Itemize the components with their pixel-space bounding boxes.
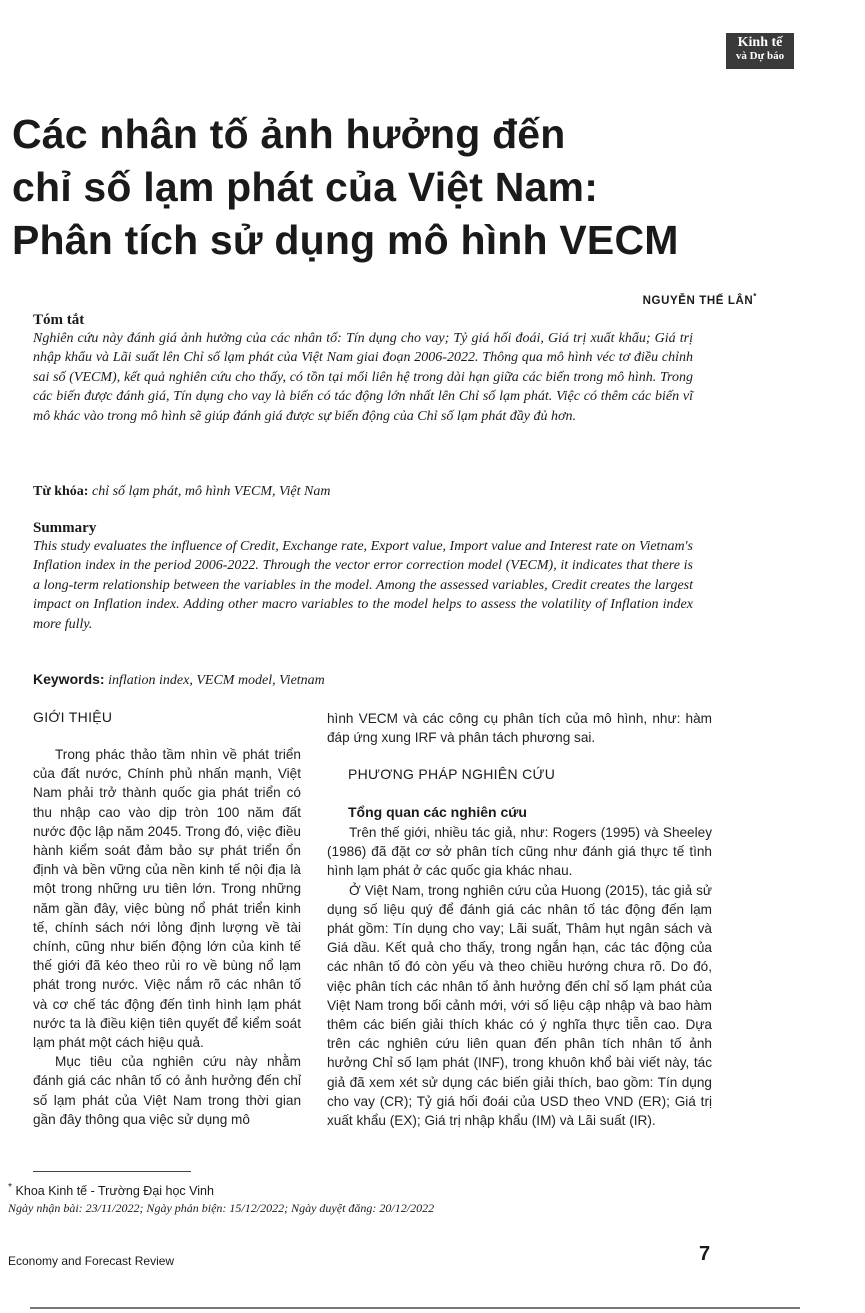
title-line-2: chỉ số lạm phát của Việt Nam: [12,164,599,210]
footnote-dates: Ngày nhận bài: 23/11/2022; Ngày phản biện: 15/12/2022; Ngày duyệt đăng: 20/12/2022 [8,1201,435,1215]
journal-badge [726,33,794,69]
bottom-divider [30,1307,800,1309]
method-heading: PHƯƠNG PHÁP NGHIÊN CỨU [348,766,556,782]
intro-column [33,745,301,1129]
intro-paragraph-1: Trong phác thảo tầm nhìn về phát triển của đất nước, Chính phủ nhấn mạnh, Việt Nam phải trở thành quốc gia phát triển có thu nhập cao vào dịp tròn 100 năm đất nước độc lập năm 2045. Trong đó, việc điều hành kiểm soát đảm bảo sự phát triển ổn định và bền vững của nền kinh tế nội địa là một trong những ưu tiên lớn. Trong những năm gần đây, việc bùng nổ phát triển kinh tế, chính sách nới lỏng định lượng về tài chính, cũng như biến động lớn của kinh tế thế giới đã kéo theo rủi ro về bùng nổ lạm phát trong nước. Việc nắm rõ các nhân tố và cơ chế tác động đến tình hình lạm phát nước ta là điều kiện tiên quyết để kiểm soát lạm phát một cách hiệu quả. [33,747,301,1051]
method-paragraph-1: Trên thế giới, nhiều tác giả, như: Rogers (1995) và Sheeley (1986) đã đặt cơ sở phân tích cũng như đánh giá thực tế tình hình lạm phát ở các quốc gia khác nhau. [327,825,712,879]
keywords-vi-label: Từ khóa: [33,484,89,499]
intro-paragraph-2: Mục tiêu của nghiên cứu này nhằm đánh giá các nhân tố có ảnh hưởng đến chỉ số lạm phát của Việt Nam trong thời gian gần đây thông qua việc sử dụng mô [33,1054,301,1127]
article-title [12,108,752,267]
intro-heading: GIỚI THIỆU [33,709,113,725]
intro-paragraph-3: hình VECM và các công cụ phân tích của mô hình, như: hàm đáp ứng xung IRF và phân tách phương sai. [327,711,712,746]
author-name-text: NGUYỄN THẾ LÂN [642,294,754,307]
method-column [327,823,712,1130]
method-subheading: Tổng quan các nghiên cứu [348,804,527,820]
abstract-en [33,520,693,634]
keywords-vi-value: chỉ số lạm phát, mô hình VECM, Việt Nam [91,484,331,499]
keywords-en-label: Keywords: [33,671,105,687]
abstract-vi-text: Nghiên cứu này đánh giá ảnh hưởng của các nhân tố: Tín dụng cho vay; Tỷ giá hối đoái, Giá trị xuất khẩu; Giá trị nhập khẩu và Lãi suất lên Chỉ số lạm phát của Việt Nam giai đoạn 2006-2022. Thông qua mô hình véc tơ điều chỉnh sai số (VECM), kết quả nghiên cứu cho thấy, có tồn tại mối liên hệ trong dài hạn giữa các biến trong mô hình. Trong các biến được đánh giá, Tín dụng cho vay là biến có tác động lớn nhất lên Chỉ số lạm phát. Việc có thêm các biến vĩ mô khác vào trong mô hình sẽ giúp đánh giá được sự biến động của Chỉ số lạm phát đầy đủ hơn. [33,331,693,424]
abstract-en-heading: Summary [33,520,97,536]
intro-continuation [327,709,712,747]
footnote-divider [33,1171,191,1172]
abstract-en-text: This study evaluates the influence of Credit, Exchange rate, Export value, Import value and Interest rate on Vietnam's Inflation index in the period 2006-2022. Through the vector error correction model (VECM), it indicates that there is a long-term relationship between the variables in the model. Among the assessed variables, Credit creates the largest impact on Inflation index. Adding other macro variables to the model helps to assess the volatility of Inflation index more fully. [33,539,693,632]
abstract-vi-heading: Tóm tắt [33,312,85,328]
footnote-affiliation-text: Khoa Kinh tế - Trường Đại học Vinh [15,1184,214,1199]
author-mark: * [753,292,757,301]
method-paragraph-2: Ở Việt Nam, trong nghiên cứu của Huong (2015), tác giả sử dụng số liệu quý để đánh giá các nhân tố tác động đến lạm phát gồm: Tín dụng cho vay; Lãi suất, Thâm hụt ngân sách và Giá dầu. Kết quả cho thấy, trong ngắn hạn, các tác động của các nhân tố đó còn yếu và theo chiều hướng chưa rõ. Do đó, việc phân tích các nhân tố ảnh hưởng đến chỉ số lạm phát của Việt Nam trong bối cảnh mới, với số liệu cập nhập và bao hàm thêm các biến giải thích khác có ý nghĩa thực tiễn cao. Dựa trên các nghiên cứu liên quan đến phân tích nhân tố ảnh hưởng Chỉ số lạm phát (INF), trong khuôn khổ bài viết này, tác giả đã xem xét sử dụng các biến giải thích, bao gồm: Tín dụng cho vay (CR); Tỷ giá hối đoái của USD theo VND (ER); Giá trị xuất khẩu (EX); Giá trị nhập khẩu (IM) và Lãi suất (IR). [327,882,712,1129]
footnote-mark: * [8,1182,13,1193]
footnote-affiliation [8,1182,214,1198]
badge-line-1: Kinh tế [737,35,783,50]
abstract-vi [33,312,693,426]
page-number: 7 [699,1243,711,1265]
badge-line-2: và Dự báo [735,49,785,62]
footer-journal: Economy and Forecast Review [8,1254,175,1268]
keywords-en-value: inflation index, VECM model, Vietnam [108,673,325,688]
title-line-1: Các nhân tố ảnh hưởng đến [12,111,566,157]
keywords-en [33,671,325,689]
keywords-vi [33,484,330,500]
author-name [643,292,757,307]
title-line-3: Phân tích sử dụng mô hình VECM [12,217,679,263]
